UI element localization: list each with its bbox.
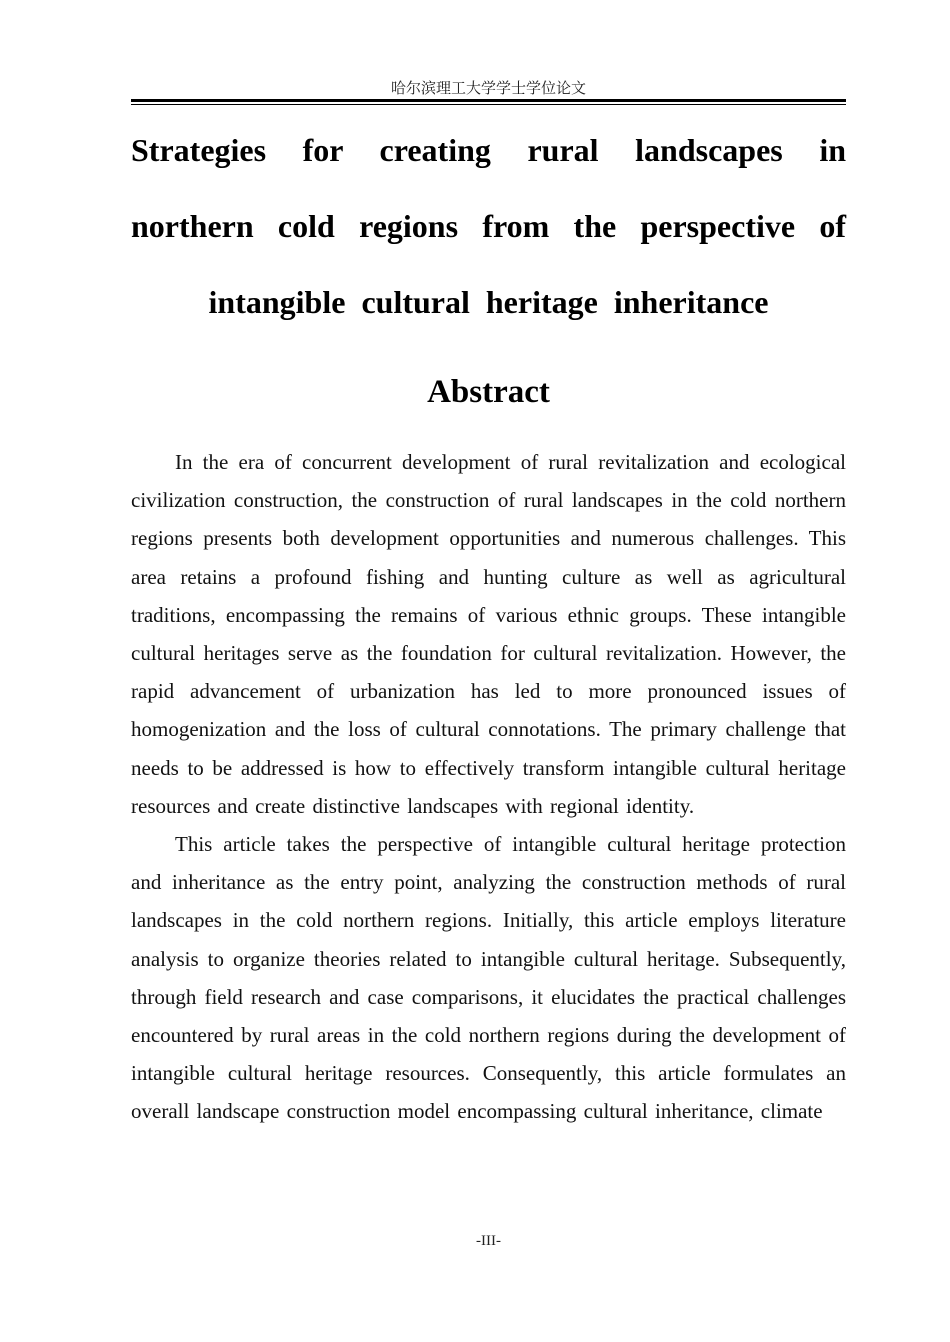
header-rule-thick [131, 99, 846, 102]
paper-title [131, 112, 846, 340]
abstract-heading: Abstract [427, 374, 550, 410]
abstract-paragraph-1: In the era of concurrent development of rural revitalization and ecological civilization construction, the construction of rural landscapes in the cold northern regions presents both development opportunities and numerous challenges. This area retains a profound fishing and hunting culture as well as agricultural traditions, encompassing the remains of various ethnic groups. These intangible cultural heritages serve as the foundation for cultural revitalization. However, the rapid advancement of urbanization has led to more pronounced issues of homogenization and the loss of cultural connotations. The primary challenge that needs to be addressed is how to effectively transform intangible cultural heritage resources and create distinctive landscapes with regional identity. [131, 450, 846, 818]
abstract-paragraph-2: This article takes the perspective of intangible cultural heritage protection and inheritance as the entry point, analyzing the construction methods of rural landscapes in the cold northern regions. Initially, this article employs literature analysis to organize theories related to intangible cultural heritage. Subsequently, through field research and case comparisons, it elucidates the practical challenges encountered by rural areas in the cold northern regions during the development of intangible cultural heritage resources. Consequently, this article formulates an overall landscape construction model encompassing cultural inheritance, climate [131, 832, 846, 1124]
page-number: -III- [476, 1233, 501, 1249]
header-rule-thin [131, 104, 846, 105]
title-line-2: northern cold regions from the perspective of [131, 208, 846, 244]
title-line-1: Strategies for creating rural landscapes in [131, 132, 846, 168]
title-line-3: intangible cultural heritage inheritance [208, 284, 769, 320]
running-header: 哈尔滨理工大学学士学位论文 [390, 79, 586, 97]
abstract-body [131, 443, 846, 1131]
